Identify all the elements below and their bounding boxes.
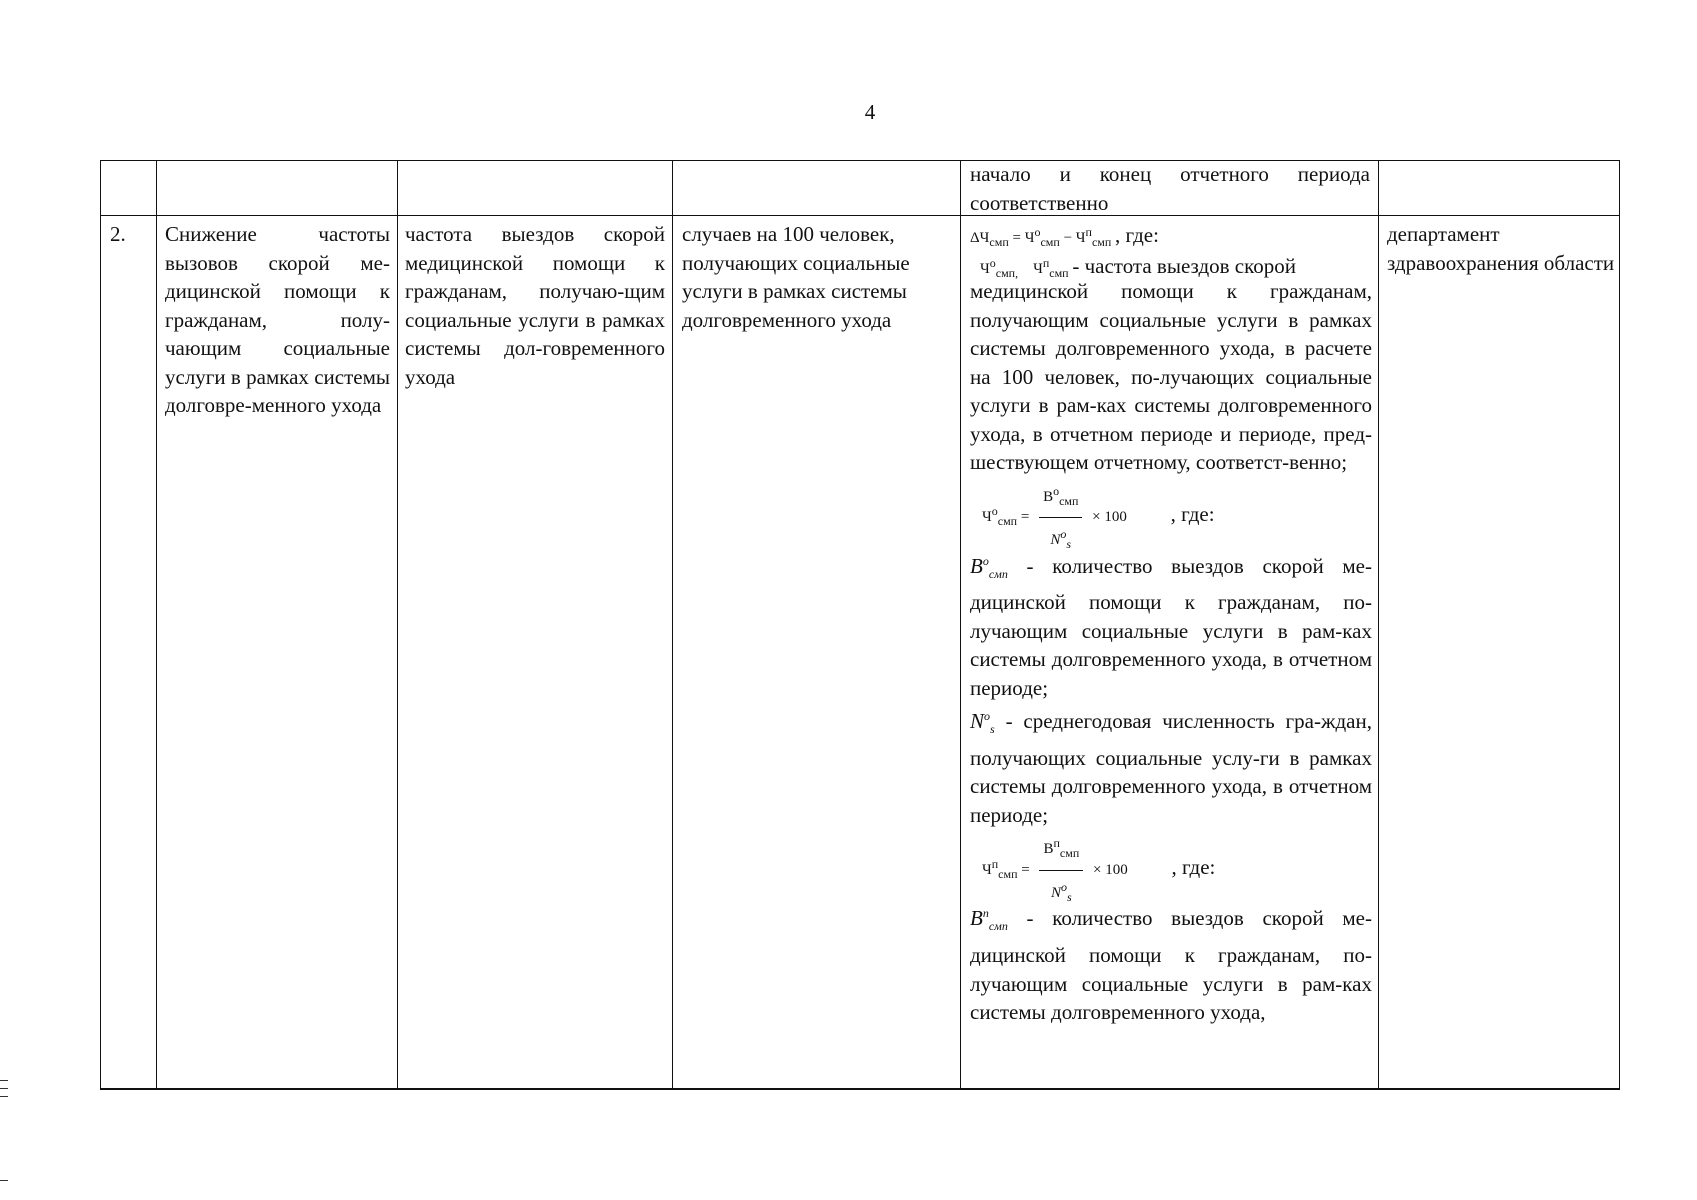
- row-divider: [100, 215, 1620, 216]
- formula-chsmp-p: $Ч^п_{смп}$ = $\frac{В^п_{смп}}{N^о_s}$ × 100 , где:: [970, 829, 1372, 899]
- col-divider-2: [397, 160, 398, 1090]
- n-s-definition: $N^о_s$ - среднегодовая численность гра-ждан, получающих социальные услу-ги в рамках системы долговременного ухода, в отчетном периоде;: [970, 709, 1372, 827]
- formula-vars-line: $Ч^о_{смп,}$ $Ч^п_{смп}$ - частота выездов скорой: [980, 254, 1296, 280]
- col-divider-5: [1378, 160, 1379, 1090]
- margin-mark: [0, 1096, 8, 1097]
- formula-cell: [970, 215, 1372, 1027]
- responsible-cell: департамент здравоохранения области: [1387, 222, 1615, 275]
- formula-description-1: медицинской помощи к гражданам, получающим социальные услуги в рамках системы долговременного ухода, в расчете на 100 человек, по-лучающих социальные услуги в рам-ках системы долговременного ухода, в отчетном периоде и периоде, пред-шествующем отчетному, соответст-венно;: [970, 279, 1372, 474]
- b-smp-p-definition: $B^n_{смп}$ - количество выездов скорой ме-дицинской помощи к гражданам, по-лучающим социальные услуги в рам-ках системы долговременного ухода,: [970, 906, 1372, 1025]
- page-number: 4: [864, 100, 876, 124]
- table-bottom-border: [100, 1088, 1620, 1090]
- margin-mark: [0, 1088, 8, 1089]
- row-number: 2.: [110, 222, 126, 246]
- col-divider-1: [156, 160, 157, 1090]
- prev-row-formula-text: начало и конец отчетного периода соответственно: [970, 162, 1370, 215]
- table-top-border: [100, 160, 1620, 161]
- goal-cell: Снижение частоты вызовов скорой ме-дицинской помощи к гражданам, полу-чающим социальные услуги в рамках системы долговре-менного ухода: [165, 222, 390, 417]
- table-left-border: [100, 160, 101, 1090]
- margin-mark: [0, 1080, 8, 1081]
- indicator-cell: частота выездов скорой медицинской помощи к гражданам, получаю-щим социальные услуги в рамках системы дол-говременного ухода: [405, 222, 665, 389]
- formula-chsmp-o: $Ч^о_{смп}$ = $\frac{В^о_{смп}}{N^о_s}$ × 100 , где:: [970, 477, 1372, 547]
- unit-cell: случаев на 100 человек, получающих социальные услуги в рамках системы долговременного ухода: [682, 222, 910, 332]
- b-smp-o-definition: $B^о_{смп}$ - количество выездов скорой ме-дицинской помощи к гражданам, по-лучающим социальные услуги в рам-ках системы долговременного ухода, в отчетном периоде;: [970, 553, 1372, 700]
- table-right-border: [1619, 160, 1620, 1090]
- col-divider-3: [672, 160, 673, 1090]
- indicators-table: [100, 160, 1620, 1090]
- formula-delta: $\Delta Ч_{смп} = Ч^о_{смп} - Ч^п_{смп}$ , где:: [970, 223, 1159, 249]
- margin-mark: [0, 1180, 8, 1181]
- col-divider-4: [960, 160, 961, 1090]
